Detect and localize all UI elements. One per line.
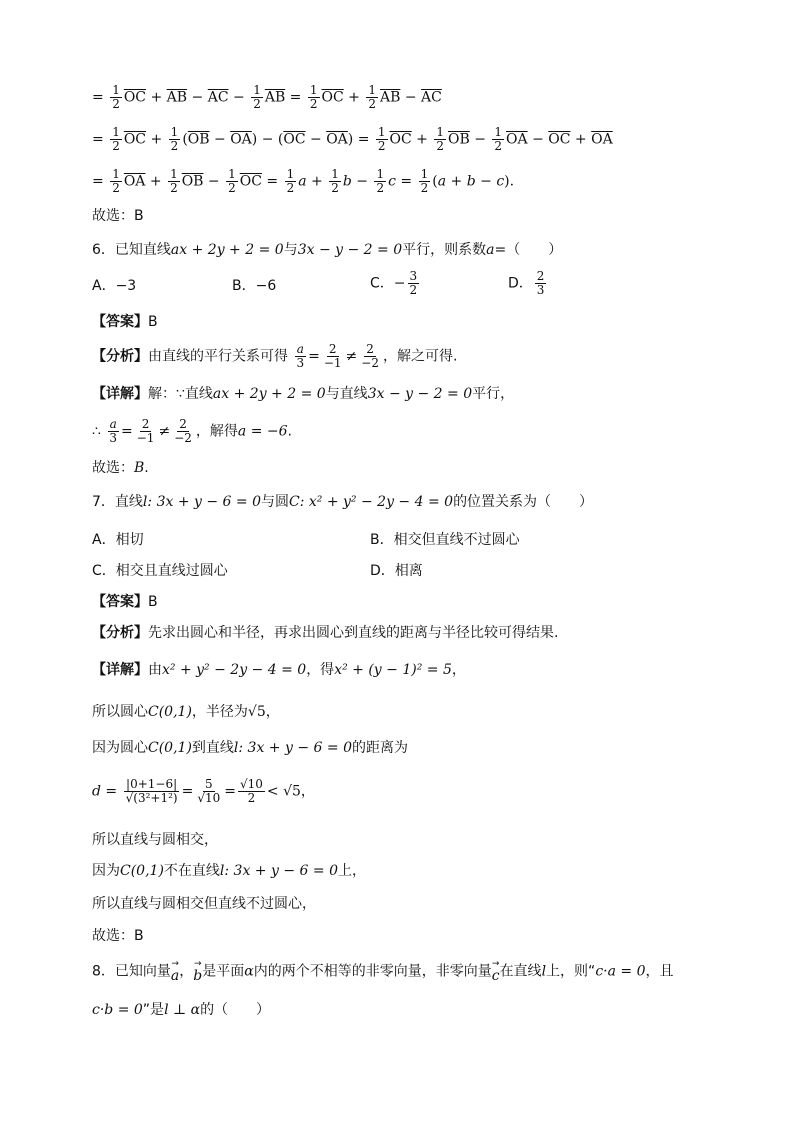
q8-stem-line-1: 8．已知向量 → a ， → b 是平面α内的两个不相等的非零向量，非零向量 → c 在直线l上，则“c·a = 0，且: [92, 959, 674, 984]
q7-option-d: D．相离: [370, 563, 423, 579]
q7-option-b: B．相交但直线不过圆心: [370, 532, 520, 548]
q6-option-a: A．−3: [92, 278, 137, 294]
q6-stem: 6．已知直线ax + 2y + 2 = 0与3x − y − 2 = 0平行，则系数a=（ ）: [92, 242, 563, 258]
q7-conclusion: 故选：B: [92, 928, 144, 944]
q7-not-on-line: 因为C(0,1)不在直线l: 3x + y − 6 = 0上，: [92, 863, 366, 879]
q6-analysis: 【分析】由直线的平行关系可得 $\frac{a}{3}$ = $\frac{2}{-1}$ ≠ $\frac{2}{-2}$ ，解之可得.: [92, 342, 458, 370]
q7-answer: 【答案】B: [92, 594, 158, 610]
derivation-line-1: = $\frac{1}{2}$ $\overline{OC} + \overline{AB} - \overline{AC}$ − $\frac{1}{2}$ $\overline{AB}$ = $\frac{1}{2}$ $\overline{OC}$ + $\frac{1}{2}$ $\overline{AB} - \overline{AC}$: [92, 83, 442, 111]
q6-detail: 【详解】解：∵直线ax + 2y + 2 = 0与直线3x − y − 2 = 0平行，: [92, 386, 515, 402]
q6-conclusion: 故选：B.: [92, 460, 149, 476]
q6-option-b: B．−6: [232, 278, 277, 294]
q7-distance-formula: d = $\frac{|0+1-6|}{\text{√(3²+1²)}}$ = $\frac{5}{√10}$ = $\frac{√10}{2}$ < √5，: [92, 777, 315, 805]
q7-option-a: A．相切: [92, 532, 144, 548]
q7-analysis: 【分析】先求出圆心和半径，再求出圆心到直线的距离与半径比较可得结果.: [92, 625, 559, 641]
q7-detail: 【详解】由x² + y² − 2y − 4 = 0，得x² + (y − 1)² = 5，: [92, 662, 466, 678]
q7-intersect: 所以直线与圆相交，: [92, 832, 218, 848]
q7-option-c: C．相交且直线过圆心: [92, 563, 228, 579]
q7-final: 所以直线与圆相交但直线不过圆心，: [92, 896, 316, 912]
q7-center: 所以圆心C(0,1)，半径为√5，: [92, 704, 280, 720]
q8-stem-line-2: c·b = 0”是l ⊥ α的（ ）: [92, 1002, 271, 1018]
q6-solve: ∴ $\frac{a}{3}$ = $\frac{2}{-1}$ ≠ $\frac{2}{-2}$ ，解得a = −6.: [92, 417, 292, 445]
q7-distance-intro: 因为圆心C(0,1)到直线l: 3x + y − 6 = 0的距离为: [92, 740, 408, 756]
q6-answer: 【答案】B: [92, 314, 158, 330]
derivation-line-3: = $\frac{1}{2}$ $\overline{OA}$ + $\frac{1}{2}$ $\overline{OB}$ − $\frac{1}{2}$ $\overline{OC}$ = $\frac{1}{2}$ a + $\frac{1}{2}$ b − $\frac{1}{2}$ c = $\frac{1}{2}$ (a + b − c).: [92, 167, 515, 195]
q7-stem: 7．直线l: 3x + y − 6 = 0与圆C: x² + y² − 2y − 4 = 0的位置关系为（ ）: [92, 494, 594, 510]
q5-conclusion: 故选：B: [92, 208, 144, 224]
derivation-line-2: = $\frac{1}{2}$ $\overline{OC}$ + $\frac{1}{2}$ $(\overline{OB} - \overline{OA}) - (\overline{OC} - \overline{OA})$ = $\frac{1}{2}$ $\overline{OC}$ + $\frac{1}{2}$ $\overline{OB}$ − $\frac{1}{2}$ $\overline{OA} - \overline{OC} + \overline{OA}$: [92, 125, 613, 153]
q6-option-d: D． $\frac{2}{3}$: [508, 269, 545, 297]
q6-option-c: C．− $\frac{3}{2}$: [370, 269, 418, 297]
